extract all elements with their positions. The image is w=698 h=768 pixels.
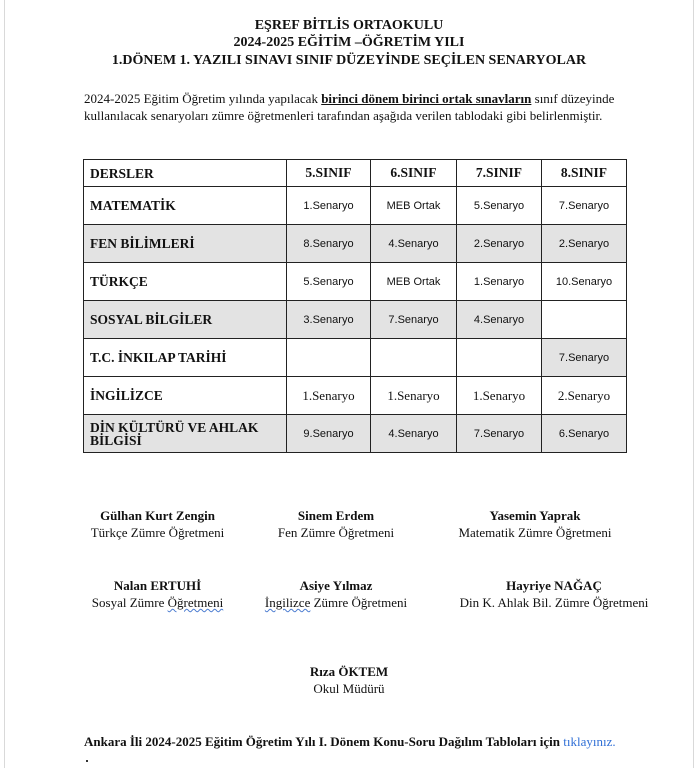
scenario-cell: 1.Senaryo (457, 263, 542, 301)
signature-block (430, 507, 640, 541)
scenario-cell: 5.Senaryo (457, 187, 542, 225)
intro-text-before: 2024-2025 Eğitim Öğretim yılında yapılacak (84, 91, 322, 106)
principal-signature (249, 663, 449, 697)
intro-emphasis: birinci dönem birinci ortak sınavların (321, 91, 532, 106)
header-grade-5: 5.SINIF (287, 160, 371, 187)
table-row (84, 339, 627, 377)
role-text: Zümre Öğretmeni (310, 595, 408, 610)
role-text-spellcheck: Öğretmeni (167, 595, 224, 610)
intro-paragraph (84, 90, 674, 124)
signatory-role (60, 594, 255, 611)
signature-block (440, 577, 668, 611)
academic-year-title: 2024-2025 EĞİTİM –ÖĞRETİM YILI (233, 35, 465, 50)
scenario-cell (457, 339, 542, 377)
scenario-cell: 6.Senaryo (542, 415, 627, 453)
header-grade-7: 7.SINIF (457, 160, 542, 187)
subject-cell: DİN KÜLTÜRÜ VE AHLAK BİLGİSİ (84, 415, 287, 453)
scenario-cell: 10.Senaryo (542, 263, 627, 301)
scenario-cell: 4.Senaryo (371, 415, 457, 453)
principal-role: Okul Müdürü (313, 681, 385, 696)
signatory-name: Gülhan Kurt Zengin (100, 508, 215, 523)
scenario-cell: 2.Senaryo (542, 225, 627, 263)
subject-cell: İNGİLİZCE (84, 377, 287, 415)
signatory-name: Nalan ERTUHİ (113, 578, 202, 593)
scenario-cell: 5.Senaryo (287, 263, 371, 301)
scenario-cell: 7.Senaryo (542, 187, 627, 225)
scenario-cell (287, 339, 371, 377)
scenario-cell: 7.Senaryo (457, 415, 542, 453)
scenario-cell: 2.Senaryo (542, 377, 627, 415)
role-text-spellcheck: İngilizce (264, 595, 311, 610)
subject-cell: SOSYAL BİLGİLER (84, 301, 287, 339)
signatory-role: Din K. Ahlak Bil. Zümre Öğretmeni (459, 595, 649, 610)
signature-block (60, 507, 255, 541)
scenario-cell: 3.Senaryo (287, 301, 371, 339)
intro-text-after: sınıf düzeyinde kullanılacak senaryoları zümre öğretmenleri tarafından aşağıda verilen tablodaki gibi belirlenmiştir. (84, 91, 615, 123)
signatory-role (236, 594, 436, 611)
footer-link[interactable]: tıklayınız. (563, 734, 616, 749)
scenario-cell: 1.Senaryo (287, 187, 371, 225)
signature-block (236, 577, 436, 611)
signatory-role: Fen Zümre Öğretmeni (277, 525, 395, 540)
page-edge-right (693, 0, 694, 768)
signatory-name: Sinem Erdem (297, 508, 375, 523)
subject-cell: FEN BİLİMLERİ (84, 225, 287, 263)
scenario-cell: MEB Ortak (371, 187, 457, 225)
scenario-cell: 7.Senaryo (542, 339, 627, 377)
table-row (84, 377, 627, 415)
exam-title: 1.DÖNEM 1. YAZILI SINAVI SINIF DÜZEYİNDE SEÇİLEN SENARYOLAR (111, 53, 587, 68)
school-title: EŞREF BİTLİS ORTAOKULU (254, 18, 444, 33)
footer-text: Ankara İli 2024-2025 Eğitim Öğretim Yılı I. Dönem Konu-Soru Dağılım Tabloları için (84, 734, 564, 749)
header-grade-8: 8.SINIF (542, 160, 627, 187)
scenario-cell: MEB Ortak (371, 263, 457, 301)
role-text: Sosyal Zümre (91, 595, 168, 610)
scenario-cell (371, 339, 457, 377)
scenario-cell (542, 301, 627, 339)
scenario-cell: 4.Senaryo (457, 301, 542, 339)
signatory-name: Asiye Yılmaz (299, 578, 373, 593)
table-row (84, 415, 627, 453)
scenario-cell: 8.Senaryo (287, 225, 371, 263)
table-row (84, 301, 627, 339)
scenario-cell: 1.Senaryo (457, 377, 542, 415)
subject-cell: T.C. İNKILAP TARİHİ (84, 339, 287, 377)
scenario-cell: 9.Senaryo (287, 415, 371, 453)
header-grade-6: 6.SINIF (371, 160, 457, 187)
footer-note (84, 734, 684, 750)
table-row (84, 225, 627, 263)
signatory-name: Hayriye NAĞAÇ (506, 578, 602, 593)
signatory-role: Matematik Zümre Öğretmeni (458, 525, 612, 540)
page-edge-left (4, 0, 5, 768)
scenario-cell: 1.Senaryo (287, 377, 371, 415)
table-row (84, 187, 627, 225)
table-header-row (84, 160, 627, 187)
signatory-role: Türkçe Zümre Öğretmeni (90, 525, 225, 540)
scenario-cell: 7.Senaryo (371, 301, 457, 339)
table-row (84, 263, 627, 301)
signature-block (60, 577, 255, 611)
scenario-table (83, 159, 627, 453)
subject-cell: TÜRKÇE (84, 263, 287, 301)
signatory-name: Yasemin Yaprak (489, 508, 581, 523)
subject-cell: MATEMATİK (84, 187, 287, 225)
header-dersler: DERSLER (84, 160, 287, 187)
signature-block (236, 507, 436, 541)
cursor-mark (86, 760, 88, 762)
scenario-cell: 2.Senaryo (457, 225, 542, 263)
principal-name: Rıza ÖKTEM (309, 664, 389, 679)
scenario-cell: 1.Senaryo (371, 377, 457, 415)
scenario-cell: 4.Senaryo (371, 225, 457, 263)
